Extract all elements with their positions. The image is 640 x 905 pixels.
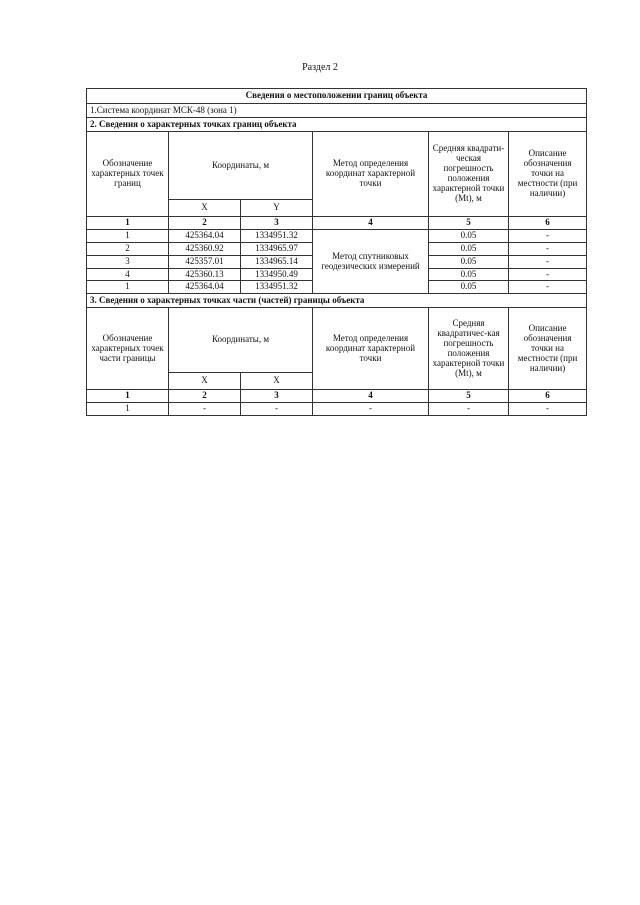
method-value: Метод спутниковых геодезических измерений xyxy=(313,229,429,293)
error-value: 0.05 xyxy=(429,281,509,294)
point-id: 3 xyxy=(87,255,169,268)
coord-x: - xyxy=(169,403,241,416)
point-id: 2 xyxy=(87,242,169,255)
error-value: 0.05 xyxy=(429,255,509,268)
table-row xyxy=(87,229,587,242)
boundary-table xyxy=(86,88,587,416)
coord-y: 1334950.49 xyxy=(241,268,313,281)
sec3-col-error: Средняя квадратичес-кая погрешность положения характерной точки (Mt), м xyxy=(429,308,509,390)
coord-y: 1334951.32 xyxy=(241,281,313,294)
coord-y: 1334965.97 xyxy=(241,242,313,255)
sec2-num-2: 2 xyxy=(169,217,241,230)
sec2-num-6: 6 xyxy=(509,217,587,230)
sec3-title-row xyxy=(87,294,587,308)
sec2-title: 2. Сведения о характерных точках границ объекта xyxy=(87,118,587,132)
description-value: - xyxy=(509,229,587,242)
sec3-col-description: Описание обозначения точки на местности (при наличии) xyxy=(509,308,587,390)
coord-y: 1334965.14 xyxy=(241,255,313,268)
sec2-numbers-row xyxy=(87,217,587,230)
coord-x: 425360.92 xyxy=(169,242,241,255)
sec2-num-1: 1 xyxy=(87,217,169,230)
point-id: 1 xyxy=(87,229,169,242)
point-id: 1 xyxy=(87,281,169,294)
coord-x: 425364.04 xyxy=(169,229,241,242)
sec2-num-3: 3 xyxy=(241,217,313,230)
coord-x: 425364.04 xyxy=(169,281,241,294)
sec2-col-coords: Координаты, м xyxy=(169,132,313,200)
sec2-col-y: Y xyxy=(241,200,313,217)
sec2-col-error: Средняя квадрати-ческая погрешность положения характерной точки (Mt), м xyxy=(429,132,509,217)
sec3-col-designation: Обозначение характерных точек части границы xyxy=(87,308,169,390)
sec2-col-x: X xyxy=(169,200,241,217)
sec3-col-coords: Координаты, м xyxy=(169,308,313,373)
sec3-col-method: Метод определения координат характерной точки xyxy=(313,308,429,390)
table-title-row xyxy=(87,89,587,104)
sec2-col-method: Метод определения координат характерной точки xyxy=(313,132,429,217)
point-id: 4 xyxy=(87,268,169,281)
description-value: - xyxy=(509,403,587,416)
point-id: 1 xyxy=(87,403,169,416)
coord-x: 425357.01 xyxy=(169,255,241,268)
sec3-header-row xyxy=(87,308,587,373)
sec2-col-designation: Обозначение характерных точек границ xyxy=(87,132,169,217)
sec2-num-4: 4 xyxy=(313,217,429,230)
method-value: - xyxy=(313,403,429,416)
coord-system-label: 1.Система координат МСК-48 (зона 1) xyxy=(87,104,587,118)
description-value: - xyxy=(509,255,587,268)
error-value: - xyxy=(429,403,509,416)
coord-system-row xyxy=(87,104,587,118)
description-value: - xyxy=(509,281,587,294)
error-value: 0.05 xyxy=(429,229,509,242)
sec3-col-x2: X xyxy=(241,373,313,390)
table-title: Сведения о местоположении границ объекта xyxy=(87,89,587,104)
error-value: 0.05 xyxy=(429,268,509,281)
description-value: - xyxy=(509,268,587,281)
sec3-col-x: X xyxy=(169,373,241,390)
sec3-num-3: 3 xyxy=(241,390,313,403)
sec3-title: 3. Сведения о характерных точках части (частей) границы объекта xyxy=(87,294,587,308)
error-value: 0.05 xyxy=(429,242,509,255)
section-heading: Раздел 2 xyxy=(302,62,338,73)
sec2-header-row xyxy=(87,132,587,200)
sec3-num-5: 5 xyxy=(429,390,509,403)
coord-y: - xyxy=(241,403,313,416)
sec3-num-2: 2 xyxy=(169,390,241,403)
table-row xyxy=(87,403,587,416)
coord-x: 425360.13 xyxy=(169,268,241,281)
coord-y: 1334951.32 xyxy=(241,229,313,242)
sec3-num-1: 1 xyxy=(87,390,169,403)
sec2-col-description: Описание обозначения точки на местности (при наличии) xyxy=(509,132,587,217)
sec2-num-5: 5 xyxy=(429,217,509,230)
sec3-numbers-row xyxy=(87,390,587,403)
description-value: - xyxy=(509,242,587,255)
sec3-num-4: 4 xyxy=(313,390,429,403)
sec2-title-row xyxy=(87,118,587,132)
sec3-num-6: 6 xyxy=(509,390,587,403)
